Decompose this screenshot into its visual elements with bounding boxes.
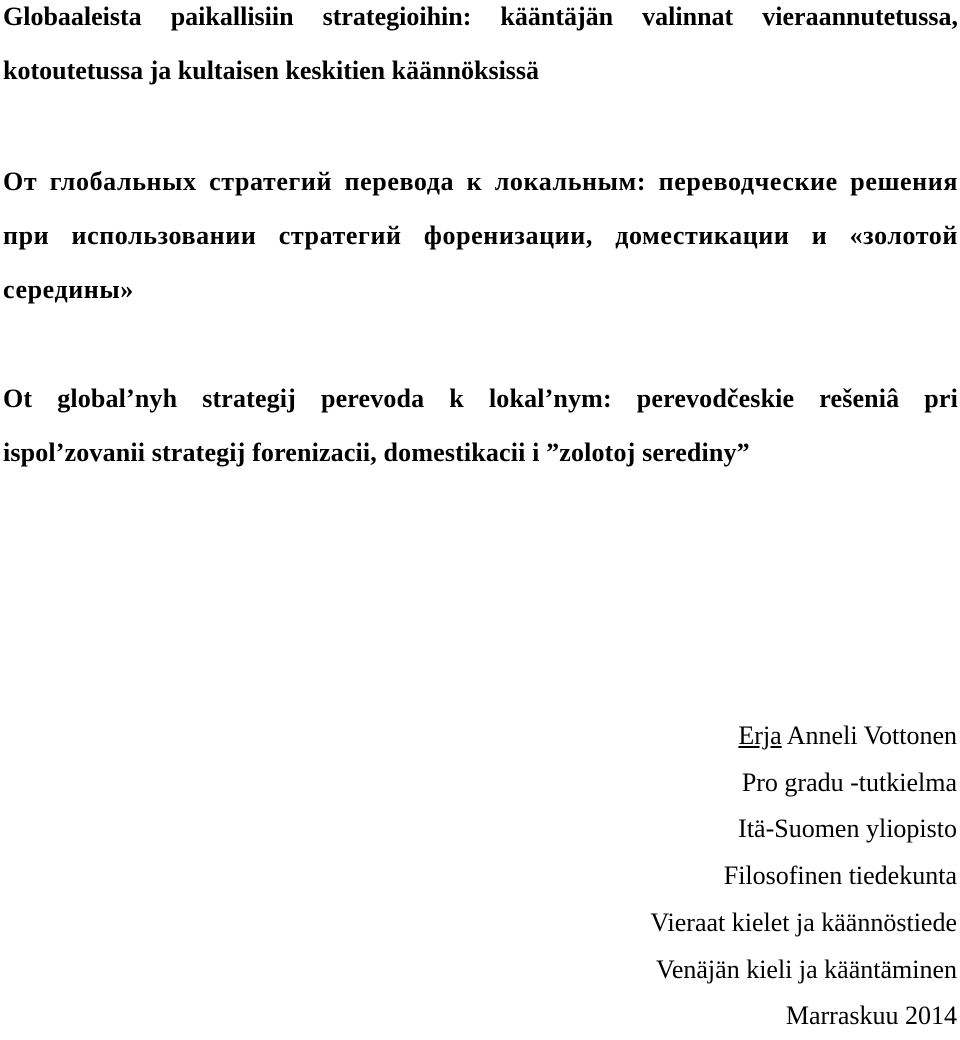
author-rest-name: Anneli Vottonen	[781, 721, 957, 750]
thesis-date: Marraskuu 2014	[785, 1001, 957, 1031]
thesis-type: Pro gradu -tutkielma	[741, 767, 957, 797]
title-russian: От глобальных стратегий перевода к локальным: переводческие решения при использовании стратегий форенизации, доместикации и «золотой середины»	[3, 167, 958, 304]
title-finnish: Globaaleista paikallisiin strategioihin: kääntäjän valinnat vieraannutetussa, kotoutetussa ja kultaisen keskitien käännöksissä	[3, 2, 958, 85]
department-name: Vieraat kielet ja käännöstiede	[650, 907, 957, 937]
author-first-name: Erja	[738, 721, 782, 750]
subject-name: Venäjän kieli ja kääntäminen	[655, 954, 957, 984]
thesis-info-block	[650, 713, 957, 1040]
author-name	[650, 713, 957, 760]
university-name: Itä-Suomen yliopisto	[738, 814, 957, 844]
faculty-name: Filosofinen tiedekunta	[723, 861, 957, 891]
title-transliterated: Ot global’nyh strategij perevoda k lokal’nym: perevodčeskie rešeniâ pri ispol’zovanii strategij forenizacii, domestikacii i ”zolotoj serediny”	[3, 384, 958, 467]
